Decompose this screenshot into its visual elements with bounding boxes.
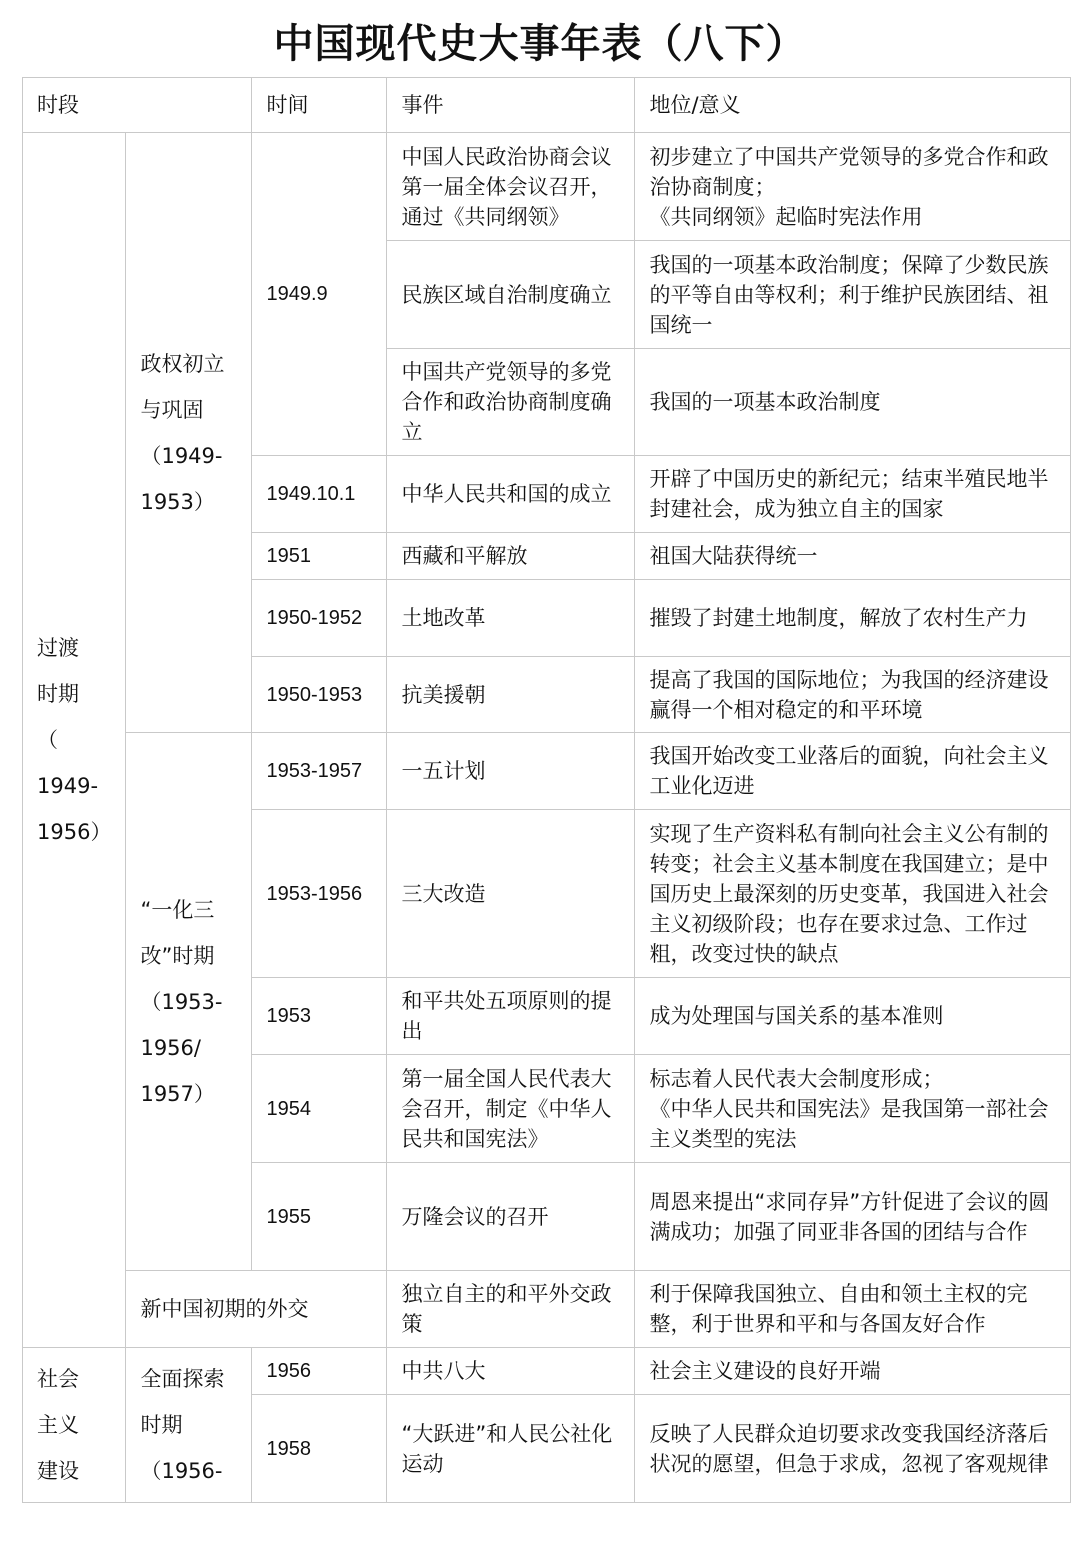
time-cell: 1958	[252, 1395, 387, 1503]
header-time: 时间	[252, 78, 387, 133]
event-cell: 中华人民共和国的成立	[387, 456, 635, 533]
time-cell: 1953	[252, 978, 387, 1055]
event-cell: 第一届全国人民代表大会召开，制定《中华人民共和国宪法》	[387, 1055, 635, 1163]
table-row	[23, 733, 1071, 810]
table-row	[23, 1348, 1071, 1395]
header-meaning: 地位/意义	[635, 78, 1071, 133]
subperiod-exploration: 全面探索 时期 （1956-	[126, 1348, 252, 1503]
time-cell: 1954	[252, 1055, 387, 1163]
meaning-cell: 社会主义建设的良好开端	[635, 1348, 1071, 1395]
time-cell: 1949.9	[252, 133, 387, 456]
table-row	[23, 133, 1071, 241]
meaning-cell: 初步建立了中国共产党领导的多党合作和政治协商制度； 《共同纲领》起临时宪法作用	[635, 133, 1071, 241]
period-transition: 过渡 时期 （ 1949- 1956）	[23, 133, 126, 1348]
meaning-cell: 我国的一项基本政治制度	[635, 349, 1071, 456]
time-cell: 1951	[252, 533, 387, 580]
event-cell: 独立自主的和平外交政策	[387, 1271, 635, 1348]
event-cell: 土地改革	[387, 580, 635, 657]
event-cell: 中国共产党领导的多党合作和政治协商制度确立	[387, 349, 635, 456]
meaning-cell: 祖国大陆获得统一	[635, 533, 1071, 580]
event-cell: 一五计划	[387, 733, 635, 810]
table-row	[23, 1271, 1071, 1348]
subperiod-regime: 政权初立 与巩固 （1949- 1953）	[126, 133, 252, 733]
page-title: 中国现代史大事年表（八下）	[273, 21, 807, 67]
time-cell: 1953-1956	[252, 810, 387, 978]
event-cell: 万隆会议的召开	[387, 1163, 635, 1271]
meaning-cell: 我国开始改变工业落后的面貌，向社会主义工业化迈进	[635, 733, 1071, 810]
period-socialist-construction: 社会 主义 建设	[23, 1348, 126, 1503]
timeline-table	[22, 77, 1071, 1503]
time-cell: 1956	[252, 1348, 387, 1395]
meaning-cell: 利于保障我国独立、自由和领土主权的完整，利于世界和平和与各国友好合作	[635, 1271, 1071, 1348]
time-cell: 1949.10.1	[252, 456, 387, 533]
meaning-cell: 摧毁了封建土地制度，解放了农村生产力	[635, 580, 1071, 657]
time-cell: 1950-1952	[252, 580, 387, 657]
meaning-cell: 成为处理国与国关系的基本准则	[635, 978, 1071, 1055]
header-row	[23, 78, 1071, 133]
event-cell: 民族区域自治制度确立	[387, 241, 635, 349]
time-cell: 1950-1953	[252, 657, 387, 733]
subperiod-industrialization: “一化三 改”时期 （1953- 1956/ 1957）	[126, 733, 252, 1271]
meaning-cell: 实现了生产资料私有制向社会主义公有制的转变；社会主义基本制度在我国建立；是中国历史上最深刻的历史变革，我国进入社会主义初级阶段；也存在要求过急、工作过粗，改变过快的缺点	[635, 810, 1071, 978]
subperiod-diplomacy: 新中国初期的外交	[126, 1271, 387, 1348]
time-cell: 1953-1957	[252, 733, 387, 810]
meaning-cell: 提高了我国的国际地位；为我国的经济建设赢得一个相对稳定的和平环境	[635, 657, 1071, 733]
header-period: 时段	[23, 78, 252, 133]
event-cell: 中共八大	[387, 1348, 635, 1395]
event-cell: 和平共处五项原则的提出	[387, 978, 635, 1055]
meaning-cell: 标志着人民代表大会制度形成； 《中华人民共和国宪法》是我国第一部社会主义类型的宪法	[635, 1055, 1071, 1163]
meaning-cell: 反映了人民群众迫切要求改变我国经济落后状况的愿望，但急于求成，忽视了客观规律	[635, 1395, 1071, 1503]
time-cell: 1955	[252, 1163, 387, 1271]
event-cell: 西藏和平解放	[387, 533, 635, 580]
event-cell: 抗美援朝	[387, 657, 635, 733]
event-cell: 三大改造	[387, 810, 635, 978]
event-cell: 中国人民政治协商会议第一届全体会议召开，通过《共同纲领》	[387, 133, 635, 241]
meaning-cell: 周恩来提出“求同存异”方针促进了会议的圆满成功；加强了同亚非各国的团结与合作	[635, 1163, 1071, 1271]
header-event: 事件	[387, 78, 635, 133]
meaning-cell: 我国的一项基本政治制度；保障了少数民族的平等自由等权利；利于维护民族团结、祖国统一	[635, 241, 1071, 349]
meaning-cell: 开辟了中国历史的新纪元；结束半殖民地半封建社会，成为独立自主的国家	[635, 456, 1071, 533]
event-cell: “大跃进”和人民公社化运动	[387, 1395, 635, 1503]
